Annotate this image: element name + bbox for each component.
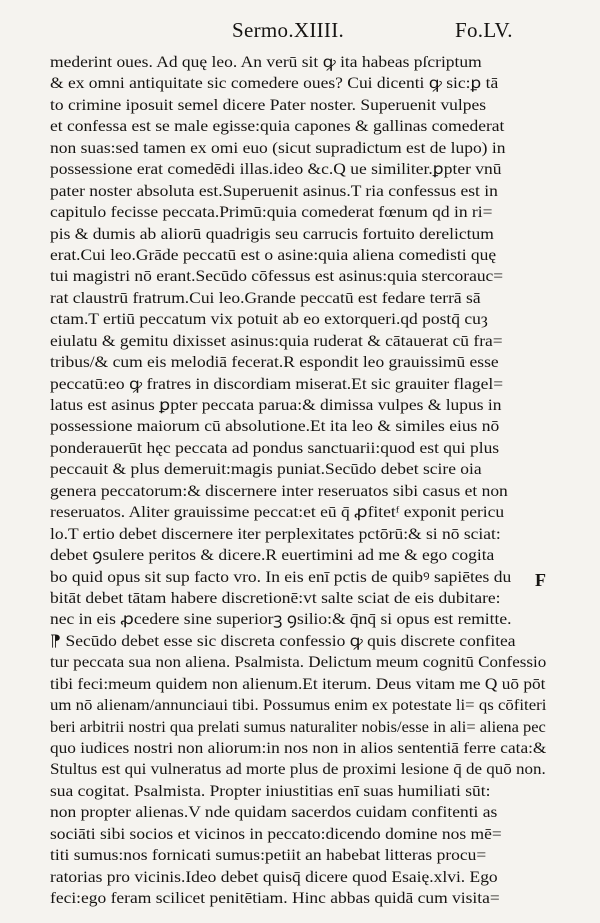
text-line: beri arbitrii nostri qua prelati sumus naturaliter nobis/esse in ali= aliena pec	[50, 718, 546, 736]
text-line: capitulo fecisse peccata.Primū:quia comederat fœnum qd in ri=	[50, 204, 493, 222]
text-line: genera peccatorum:& discernere inter reseruatos sibi casus et non	[50, 482, 508, 500]
text-line: eiulatu & gemitu dixisset asinus:quia ruderat & cātauerat cū fra=	[50, 332, 503, 350]
text-line: possessione erat comedēdi illas.ideo &c.Q ue similiter.ꝑpter vnū	[50, 161, 502, 179]
text-line: latus est asinus ꝑpter peccata parua:& dimissa vulpes & lupus in	[50, 397, 502, 414]
text-line: feci:ego feram scilicet penitētiam. Hinc abbas quidā cum visita=	[50, 890, 500, 908]
body-text	[50, 52, 546, 910]
text-line: tui magistri nō erant.Secūdo cōfessus est asinus:quia stercorauc=	[50, 268, 504, 286]
page-header	[0, 16, 600, 56]
text-line: bitāt debet tātam habere discretionē:vt salte sciat de eis dubitare:	[50, 589, 501, 607]
text-line: tribus/& cum eis melodiā fecerat.R espondit leo grauissimū esse	[50, 354, 499, 372]
text-line: titi sumus:nos fornicati sumus:petiit an habebat litteras procu=	[50, 847, 487, 865]
text-line: non propter alienas.V nde quidam sacerdos cuidam confitenti as	[50, 804, 498, 822]
text-line: et confessa est se male egisse:quia capones & gallinas comederat	[50, 118, 505, 136]
text-line: debet ꝯsulere peritos & dicere.R euertimini ad me & ego cogita	[50, 547, 495, 565]
text-line: ⁋ Secūdo debet esse sic discreta confessio ꝙ quis discrete confitea	[50, 632, 516, 650]
text-line: to crimine iposuit semel dicere Pater noster. Superuenit vulpes	[50, 96, 487, 114]
text-line: ratorias pro vicinis.Ideo debet quisq̄ dicere quod Esaię.xlvi. Ego	[50, 868, 498, 886]
text-line: peccauit & plus demeruit:magis puniat.Secūdo debet scire oia	[50, 461, 482, 479]
text-line: sociāti sibi socios et vicinos in peccato:dicendo domine nos mē=	[50, 825, 502, 843]
text-line: ponderauerūt hęc peccata ad pondus sanctuarii:quod est qui plus	[50, 439, 500, 457]
text-line: pis & dumis ab aliorū quadrigis seu carrucis fortuito derelictum	[50, 225, 494, 243]
text-line: mederint oues. Ad quę leo. An verū sit ꝙ ita habeas pſcriptum	[50, 54, 482, 71]
text-line: non suas:sed tamen ex omi euo (sicut supradictum est de lupo) in	[50, 139, 506, 157]
running-title: Sermo.XIIII.	[232, 18, 345, 42]
text-line: possessione maiorum cū absolutione.Et ita leo & similes eius nō	[50, 418, 500, 436]
text-line: pater noster absoluta est.Superuenit asinus.T ria confessus est in	[50, 182, 498, 200]
marginal-letter: F	[535, 570, 546, 590]
text-line: Stultus est qui vulneratus ad morte plus de proximi lesione q̄ de quō non.	[50, 761, 546, 779]
text-line: reseruatos. Aliter grauissime peccat:et eū q̄ ꝓfitetᶠ exponit pericu	[50, 504, 505, 522]
text-line: rat claustrū fratrum.Cui leo.Grande peccatū est fedare terrā sā	[50, 289, 481, 307]
text-line: um nō alienam/annunciaui tibi. Possumus enim ex potestate li= qs cōfiteri	[50, 697, 547, 715]
text-line: nec in eis ꝓcedere sine superiorꝫ ꝯsilio:& q̄nq̄ si opus est remitte.	[50, 611, 512, 629]
text-line: quo iudices nostri non aliorum:in nos non in alios sententiā ferre cata:&	[50, 740, 547, 757]
text-line: ctam.T ertiū peccatum vix potuit ab eo extorqueri.qd postq̄ cuȝ	[50, 311, 488, 329]
text-line: & ex omni antiquitate sic comedere oues? Cui dicenti ꝙ sic:ꝑ tā	[50, 75, 499, 93]
text-line: lo.T ertio debet discernere iter perplexitates pctōrū:& si nō sciat:	[50, 525, 501, 543]
folio-number: Fo.LV.	[455, 18, 513, 42]
text-line: peccatū:eo ꝙ fratres in discordiam miserat.Et sic grauiter flagel=	[50, 375, 504, 393]
text-line: bo quid opus sit sup facto vro. In eis enī pctis de quibꝰ sapiētes du	[50, 568, 512, 586]
text-line: erat.Cui leo.Grāde peccatū est o asine:quia aliena comedisti quę	[50, 246, 497, 264]
text-line: tibi feci:meum quidem non alienum.Et iterum. Deus vitam me Q uō pōt	[50, 675, 546, 693]
text-line: sua cogitat. Psalmista. Propter iniustitias enī suas humiliati sūt:	[50, 782, 491, 800]
text-line: tur peccata sua non aliena. Psalmista. Delictum meum cognitū Confessio	[50, 654, 547, 672]
